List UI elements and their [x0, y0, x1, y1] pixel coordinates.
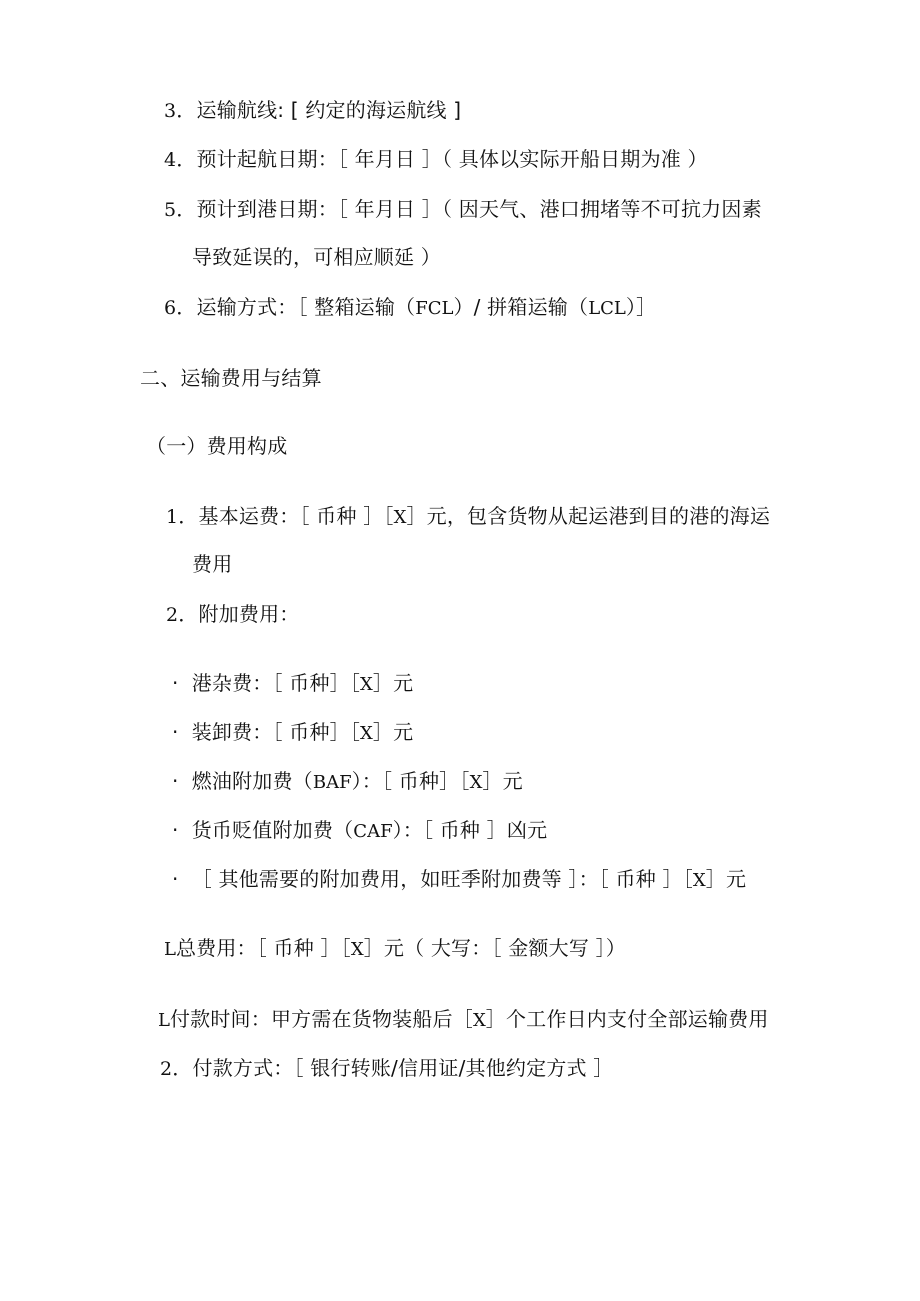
- lcl-code: LCL: [588, 298, 626, 319]
- item-prefix: L: [164, 939, 176, 960]
- amount-placeholder: X: [393, 507, 407, 528]
- fee-item-1-continuation: 费用: [192, 552, 233, 576]
- item-6-line: [164, 293, 656, 323]
- days-placeholder: X: [472, 1010, 486, 1031]
- bullet-dot: ·: [172, 818, 179, 842]
- bullet-text: ］元: [372, 720, 414, 744]
- caf-code: CAF: [353, 821, 393, 842]
- bullet-text: ］元: [705, 867, 747, 891]
- item-text: 总费用：［ 币种 ］［: [175, 936, 351, 960]
- item-5-continuation: 导致延误的，可相应顺延 ）: [192, 245, 441, 269]
- subsection-heading: （一）费用构成: [146, 434, 288, 458]
- item-text: ．运输航线: [ 约定的海运航线 ]: [176, 98, 462, 122]
- bullet-dot: ·: [172, 720, 179, 744]
- bullet-dot: ·: [172, 867, 179, 891]
- bullet-bunker-surcharge: [172, 767, 523, 797]
- section-heading: 二、运输费用与结算: [140, 366, 322, 390]
- payment-time-line: [158, 1005, 769, 1035]
- item-text: 付款时间：甲方需在货物装船后［: [169, 1007, 473, 1031]
- item-text: ．预计起航日期：［ 年月日 ］（ 具体以实际开船日期为准 ）: [176, 147, 708, 171]
- bullet-dot: ·: [172, 769, 179, 793]
- bullet-port-charges: [172, 669, 413, 699]
- item-4-line: [164, 145, 708, 174]
- total-fee-line: [164, 934, 626, 964]
- bullet-text: ］元: [372, 671, 414, 695]
- item-3-line: [164, 96, 461, 125]
- item-text: ．付款方式：［ 银行转账/信用证/其他约定方式 ］: [172, 1056, 614, 1080]
- bullet-other-surcharges: [172, 865, 746, 895]
- bullet-handling-charges: [172, 718, 413, 748]
- item-number: 2: [160, 1058, 173, 1080]
- fcl-code: FCL: [415, 298, 454, 319]
- item-text: ．基本运费：［ 币种 ］［: [178, 504, 394, 528]
- bullet-text: ）：［ 币种 ］凶元: [392, 818, 548, 842]
- fee-item-2-line: [166, 600, 300, 629]
- bullet-dot: ·: [172, 671, 179, 695]
- item-number: 6: [164, 297, 177, 319]
- bullet-text: 燃油附加费（: [191, 769, 313, 793]
- amount-placeholder: X: [350, 939, 364, 960]
- amount-placeholder: X: [469, 772, 483, 793]
- baf-code: BAF: [312, 772, 352, 793]
- item-text: ）］: [625, 295, 657, 319]
- item-number: 2: [166, 604, 179, 626]
- item-text: ．预计到港日期：［ 年月日 ］（ 因天气、港口拥堵等不可抗力因素: [176, 197, 762, 221]
- item-number: 4: [164, 149, 177, 171]
- item-text: ．附加费用：: [178, 602, 300, 626]
- bullet-text: ）：［ 币种］［: [351, 769, 470, 793]
- bullet-currency-surcharge: [172, 816, 547, 846]
- item-text: ．运输方式：［ 整箱运输（: [176, 295, 416, 319]
- item-5-line: [164, 195, 762, 224]
- fee-item-1-line: [166, 502, 770, 532]
- item-prefix: L: [158, 1010, 170, 1031]
- amount-placeholder: X: [360, 723, 373, 744]
- item-text: ］元（ 大写：［ 金额大写 ］）: [363, 936, 626, 960]
- item-text: ］个工作日内支付全部运输费用: [485, 1007, 769, 1031]
- bullet-text: 货币贬值附加费（: [191, 818, 354, 842]
- bullet-text: 港杂费：［ 币种］［: [191, 671, 361, 695]
- item-number: 3: [164, 100, 177, 122]
- amount-placeholder: X: [692, 870, 706, 891]
- item-text: ］元，包含货物从起运港到目的港的海运: [406, 504, 771, 528]
- bullet-text: ［ 其他需要的附加费用，如旺季附加费等 ］：［ 币种 ］［: [191, 867, 693, 891]
- item-number: 1: [166, 506, 179, 528]
- item-text: ）/ 拼箱运输（: [453, 295, 589, 319]
- bullet-text: 装卸费：［ 币种］［: [191, 720, 361, 744]
- payment-method-line: [160, 1054, 614, 1083]
- amount-placeholder: X: [360, 674, 373, 695]
- bullet-text: ］元: [482, 769, 523, 793]
- item-number: 5: [164, 199, 177, 221]
